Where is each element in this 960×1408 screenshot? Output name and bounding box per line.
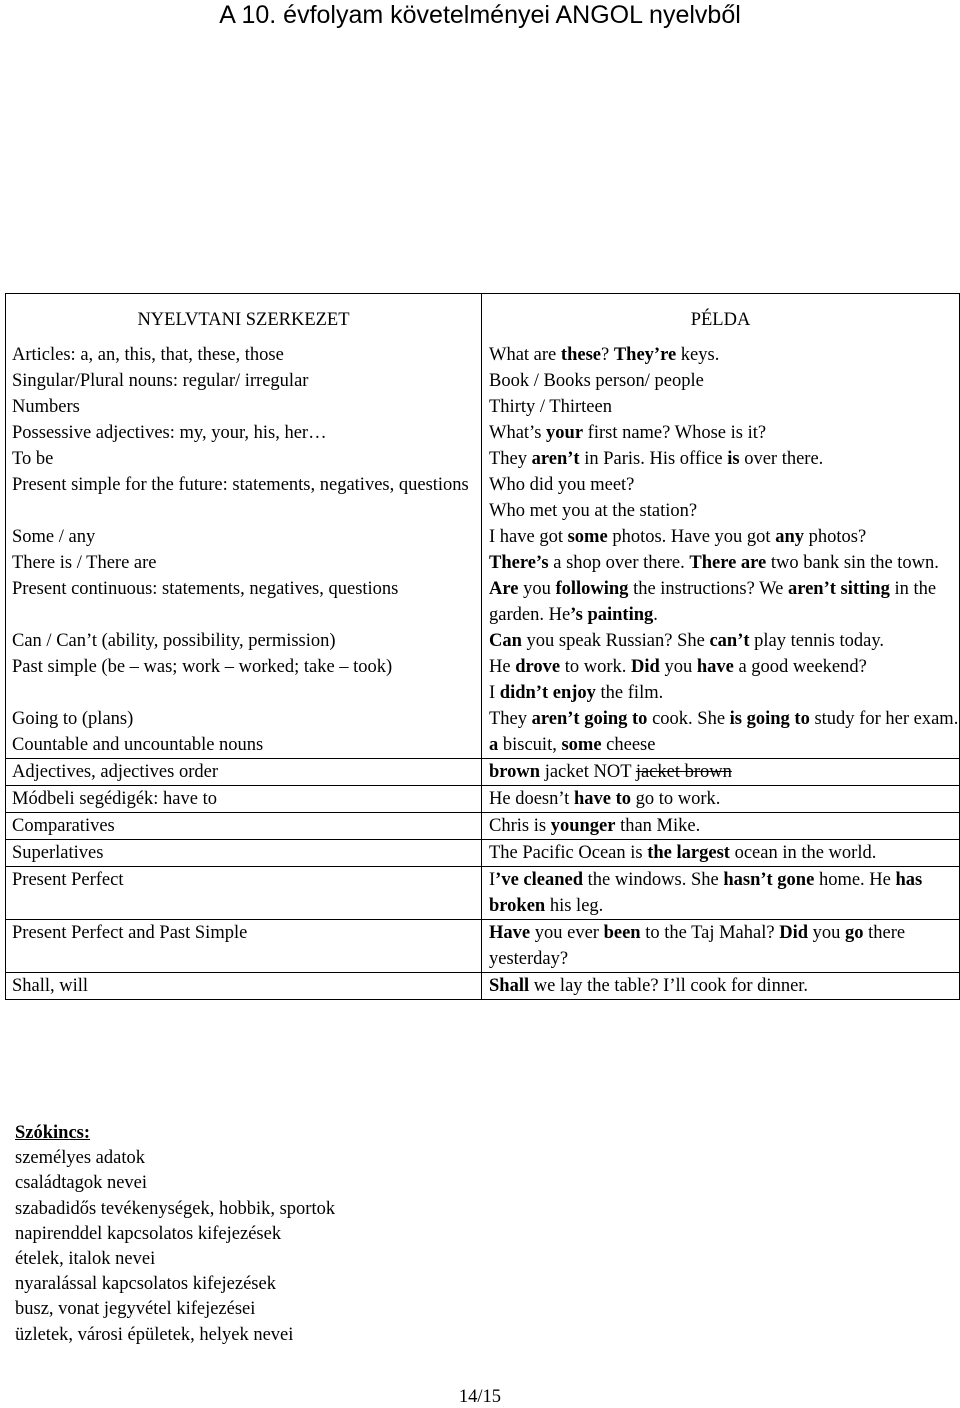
example-segment: Did	[779, 923, 808, 943]
grammar-structure: To be	[6, 446, 482, 472]
example-segment: your	[546, 423, 584, 443]
example-segment: a good weekend?	[733, 657, 867, 677]
example-segment: Can	[489, 631, 522, 651]
example-segment: the film.	[595, 683, 664, 703]
example-segment: a	[489, 735, 499, 755]
example-segment: you speak Russian? She	[521, 631, 710, 651]
example-segment: Book / Books person/ people	[489, 371, 704, 391]
grammar-example	[482, 759, 960, 786]
grammar-example	[482, 920, 960, 973]
grammar-structure: Superlatives	[6, 840, 482, 867]
example-segment: first name? Whose is it?	[583, 423, 767, 443]
grammar-example	[482, 840, 960, 867]
example-segment: these	[560, 345, 601, 365]
example-segment: Did	[631, 657, 660, 677]
example-segment: to work.	[560, 657, 632, 677]
example-segment: aren’t going to	[531, 709, 648, 729]
example-segment: keys.	[676, 345, 720, 365]
example-segment: Have	[489, 923, 531, 943]
grammar-example	[482, 867, 960, 920]
table-row	[6, 786, 960, 813]
grammar-example	[482, 628, 960, 654]
grammar-structure: Possessive adjectives: my, your, his, her…	[6, 420, 482, 446]
vocabulary-item: busz, vonat jegyvétel kifejezései	[15, 1299, 256, 1320]
grammar-example	[482, 394, 960, 420]
grammar-structure: Comparatives	[6, 813, 482, 840]
grammar-example	[482, 472, 960, 524]
grammar-structure: There is / There are	[6, 550, 482, 576]
example-segment: the largest	[647, 843, 730, 863]
table-header-row	[6, 294, 960, 343]
example-segment: He doesn’t	[489, 789, 574, 809]
vocabulary-heading: Szókincs:	[15, 1123, 91, 1143]
grammar-example	[482, 524, 960, 550]
example-segment: cook. She	[647, 709, 730, 729]
example-segment: aren’t sitting	[787, 579, 890, 599]
example-segment: some	[567, 527, 608, 547]
example-segment: a shop over there.	[548, 553, 690, 573]
example-segment: play tennis today.	[749, 631, 884, 651]
table-row	[6, 524, 960, 550]
example-segment: The Pacific Ocean is	[489, 843, 648, 863]
example-segment: They’re	[613, 345, 677, 365]
grammar-structure: Some / any	[6, 524, 482, 550]
table-row	[6, 368, 960, 394]
example-segment: I have got	[489, 527, 568, 547]
example-segment: ’ve cleaned	[495, 870, 584, 890]
example-segment: two bank sin the town.	[766, 553, 939, 573]
example-segment: in the garden. He	[489, 579, 937, 625]
example-segment: They	[489, 709, 532, 729]
example-segment: following	[555, 579, 629, 599]
example-segment: there yesterday?	[489, 923, 906, 969]
example-segment: Who met you at the station?	[489, 501, 698, 521]
example-segment: study for her exam.	[809, 709, 959, 729]
table-row	[6, 472, 960, 524]
table-row	[6, 654, 960, 706]
grammar-example	[482, 706, 960, 732]
table-row	[6, 628, 960, 654]
vocabulary-item: személyes adatok	[15, 1148, 145, 1169]
grammar-structure: Past simple (be – was; work – worked; take – took)	[6, 654, 482, 706]
example-segment: is going to	[729, 709, 810, 729]
grammar-example	[482, 368, 960, 394]
grammar-structure: Going to (plans)	[6, 706, 482, 732]
example-segment: home. He	[814, 870, 896, 890]
example-segment: than Mike.	[615, 816, 701, 836]
example-segment: Are	[489, 579, 519, 599]
example-segment: his leg.	[545, 896, 604, 916]
example-segment: ’s painting	[570, 605, 654, 625]
table-row	[6, 550, 960, 576]
example-segment: What’s	[489, 423, 547, 443]
table-row	[6, 420, 960, 446]
table-row	[6, 759, 960, 786]
example-segment: There’s	[489, 553, 549, 573]
table-row	[6, 706, 960, 732]
table-row	[6, 446, 960, 472]
example-segment: you	[518, 579, 556, 599]
example-segment: been	[603, 923, 641, 943]
example-segment: jacket brown	[635, 762, 732, 782]
example-segment: didn’t enjoy	[499, 683, 596, 703]
grammar-example	[482, 654, 960, 706]
example-segment: to the Taj Mahal?	[640, 923, 780, 943]
vocabulary-item: nyaralással kapcsolatos kifejezések	[15, 1274, 276, 1295]
grammar-table	[5, 293, 960, 1000]
example-segment: you ever	[530, 923, 604, 943]
grammar-structure: Countable and uncountable nouns	[6, 732, 482, 759]
grammar-structure: Shall, will	[6, 973, 482, 1000]
vocabulary-item: ételek, italok nevei	[15, 1249, 156, 1270]
example-segment: Who did you meet?	[489, 475, 635, 495]
grammar-example	[482, 973, 960, 1000]
grammar-structure: Articles: a, an, this, that, these, those	[6, 342, 482, 368]
grammar-structure: Can / Can’t (ability, possibility, permission)	[6, 628, 482, 654]
grammar-structure: Present continuous: statements, negatives, questions	[6, 576, 482, 628]
example-segment: the windows. She	[583, 870, 724, 890]
grammar-structure: Present Perfect	[6, 867, 482, 920]
example-segment: brown	[489, 762, 541, 782]
example-segment: photos?	[804, 527, 867, 547]
example-segment: have to	[573, 789, 631, 809]
example-segment: have	[696, 657, 734, 677]
example-segment: drove	[515, 657, 561, 677]
example-segment: Shall	[489, 976, 530, 996]
example-segment: He	[489, 657, 516, 677]
example-segment: They	[489, 449, 532, 469]
grammar-structure: Numbers	[6, 394, 482, 420]
page-number: 14/15	[458, 1387, 502, 1407]
example-segment: the instructions? We	[628, 579, 788, 599]
example-segment: go to work.	[631, 789, 721, 809]
example-segment: biscuit,	[498, 735, 562, 755]
vocabulary-list	[15, 1146, 335, 1348]
example-segment: over there.	[739, 449, 824, 469]
grammar-structure: Singular/Plural nouns: regular/ irregular	[6, 368, 482, 394]
example-segment: younger	[550, 816, 616, 836]
table-row	[6, 732, 960, 759]
grammar-example	[482, 342, 960, 368]
example-segment: photos. Have you got	[607, 527, 776, 547]
example-segment: is	[727, 449, 740, 469]
table-row	[6, 867, 960, 920]
grammar-structure: Módbeli segédigék: have to	[6, 786, 482, 813]
vocabulary-item: napirenddel kapcsolatos kifejezések	[15, 1223, 282, 1244]
table-row	[6, 342, 960, 368]
example-segment: Thirty / Thirteen	[489, 397, 612, 417]
example-segment: you	[808, 923, 845, 943]
table-row	[6, 840, 960, 867]
example-segment: go	[845, 923, 864, 943]
grammar-example	[482, 550, 960, 576]
example-segment: has broken	[489, 870, 923, 916]
grammar-structure: Adjectives, adjectives order	[6, 759, 482, 786]
grammar-example	[482, 420, 960, 446]
header-example: PÉLDA	[482, 294, 960, 343]
example-segment: There are	[689, 553, 767, 573]
example-segment: I	[489, 870, 496, 890]
example-segment: cheese	[601, 735, 656, 755]
example-segment: jacket NOT	[540, 762, 636, 782]
page-title: A 10. évfolyam követelményei ANGOL nyelvből	[219, 1, 741, 29]
grammar-example	[482, 786, 960, 813]
example-segment: aren’t	[531, 449, 580, 469]
vocabulary-section	[15, 1121, 335, 1348]
example-segment: in Paris. His office	[579, 449, 728, 469]
table-row	[6, 920, 960, 973]
vocabulary-item: családtagok nevei	[15, 1173, 148, 1194]
example-segment: Chris is	[489, 816, 551, 836]
grammar-example	[482, 813, 960, 840]
example-segment: ?	[600, 345, 614, 365]
vocabulary-item: üzletek, városi épületek, helyek nevei	[15, 1324, 294, 1345]
example-segment: any	[775, 527, 804, 547]
example-segment: What are	[489, 345, 561, 365]
example-segment: some	[561, 735, 602, 755]
table-row	[6, 973, 960, 1000]
header-grammar: NYELVTANI SZERKEZET	[6, 294, 482, 343]
grammar-structure: Present simple for the future: statements, negatives, questions	[6, 472, 482, 524]
vocabulary-item: szabadidős tevékenységek, hobbik, sportok	[15, 1198, 336, 1219]
table-row	[6, 576, 960, 628]
example-segment: you	[659, 657, 697, 677]
grammar-example	[482, 446, 960, 472]
grammar-structure: Present Perfect and Past Simple	[6, 920, 482, 973]
example-segment: .	[653, 605, 658, 625]
grammar-example	[482, 732, 960, 759]
example-segment: we lay the table? I’ll cook for dinner.	[529, 976, 809, 996]
example-segment: I	[489, 683, 500, 703]
example-segment: hasn’t gone	[723, 870, 815, 890]
example-segment: ocean in the world.	[729, 843, 877, 863]
grammar-example	[482, 576, 960, 628]
table-row	[6, 394, 960, 420]
example-segment: can’t	[709, 631, 750, 651]
table-row	[6, 813, 960, 840]
